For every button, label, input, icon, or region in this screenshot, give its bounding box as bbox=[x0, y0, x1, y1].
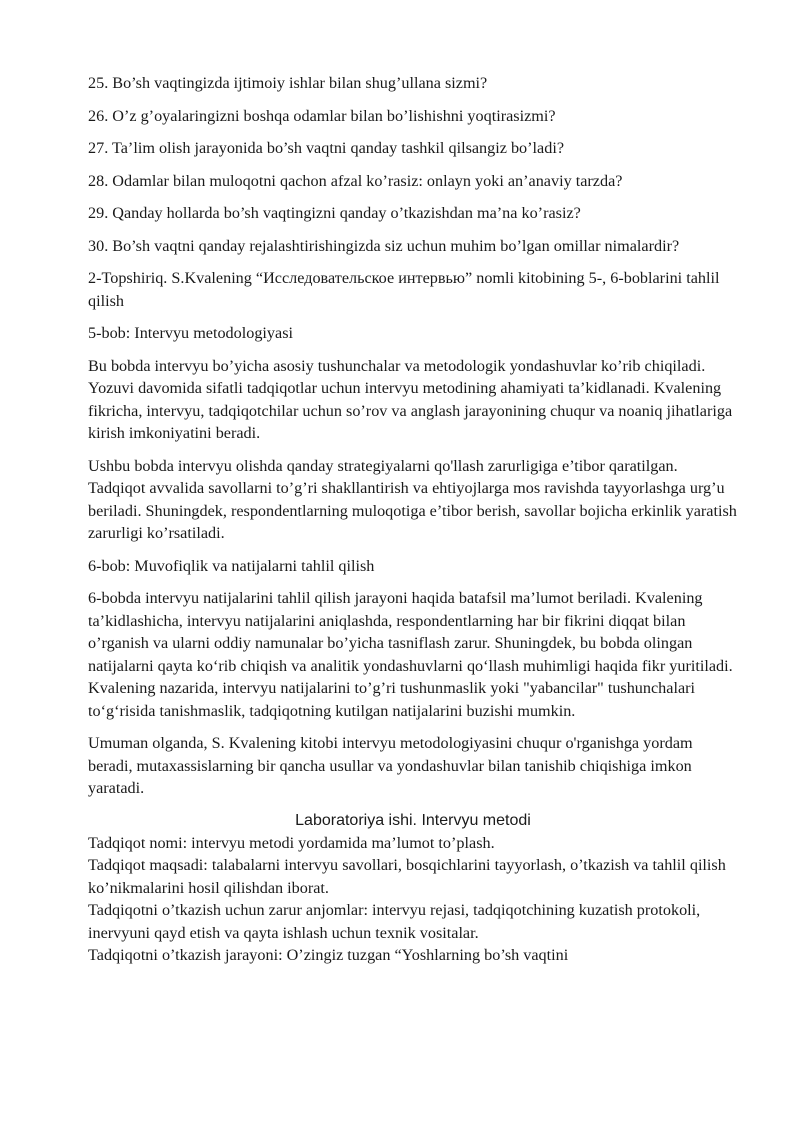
question-26: 26. O’z g’oyalaringizni boshqa odamlar bilan bo’lishishni yoqtirasizmi? bbox=[88, 106, 556, 125]
question-28: 28. Odamlar bilan muloqotni qachon afzal ko’rasiz: onlayn yoki an’anaviy tarzda? bbox=[88, 171, 623, 190]
lab-line-research-name: Tadqiqot nomi: intervyu metodi yordamida ma’lumot to’plash. bbox=[88, 833, 495, 852]
question-27: 27. Ta’lim olish jarayonida bo’sh vaqtni qanday tashkil qilsangiz bo’ladi? bbox=[88, 139, 565, 157]
lab-heading: Laboratoriya ishi. Intervyu metodi bbox=[295, 811, 531, 829]
document-page bbox=[88, 72, 738, 967]
question-25: 25. Bo’sh vaqtingizda ijtimoiy ishlar bilan shug’ullana sizmi? bbox=[88, 74, 488, 92]
lab-line-research-goal: Tadqiqot maqsadi: talabalarni intervyu savollari, bosqichlarini tayyorlash, o’tkazish va tahlil qilish ko’nikmalarini hosil qilishdan iborat. bbox=[88, 856, 726, 897]
summary-paragraph: Umuman olganda, S. Kvalening kitobi intervyu metodologiyasini chuqur o'rganishga yordam beradi, mutaxassislarning bir qancha usullar va yondashuvlar bilan tanishib chiqishiga imkon yaratadi. bbox=[88, 734, 693, 797]
question-30: 30. Bo’sh vaqtni qanday rejalashtirishingizda siz uchun muhim bo’lgan omillar nimalardir? bbox=[88, 236, 680, 255]
question-29: 29. Qanday hollarda bo’sh vaqtingizni qanday o’tkazishdan ma’na ko’rasiz? bbox=[88, 204, 581, 222]
lab-line-equipment: Tadqiqotni o’tkazish uchun zarur anjomlar: intervyu rejasi, tadqiqotchining kuzatish protokoli, inervyuni qayd etish va qayta ishlash uchun texnik vositalar. bbox=[88, 901, 701, 942]
lab-line-process: Tadqiqotni o’tkazish jarayoni: O’zingiz tuzgan “Yoshlarning bo’sh vaqtini bbox=[88, 946, 569, 964]
chapter5-title: 5-bob: Intervyu metodologiyasi bbox=[88, 324, 294, 342]
chapter5-paragraph-2: Ushbu bobda intervyu olishda qanday strategiyalarni qo'llash zarurligiga e’tibor qaratilgan. Tadqiqot avvalida savollarni to’g’ri shakllantirish va ehtiyojlarga mos ravishda tayyorlashga urg’u beriladi. Shuningdek, respondentlarning muloqotiga e’tibor berish, savollar bojicha erkinlik yaratish zarurligi ko’rsatiladi. bbox=[88, 456, 737, 542]
chapter6-paragraph-1: 6-bobda intervyu natijalarini tahlil qilish jarayoni haqida batafsil ma’lumot beriladi. Kvalening ta’kidlashicha, intervyu natijalarini aniqlashda, respondentlarning har bir fikrini diqqat bilan o’rganish va ularni oddiy namunalar bo’yicha tasniflash zarur. Shuningdek, bu bobda olingan natijalarni qayta ko‘rib chiqish va analitik yondashuvlarni qo‘llash muhimligi haqida fikr yuritiladi. Kvalening nazarida, intervyu natijalarini to’g’ri tushunmaslik yoki "yabancilar" tushunchalari to‘g‘risida tanishmaslik, tadqiqotning kutilgan natijalarini buzishi mumkin. bbox=[88, 589, 733, 720]
chapter5-paragraph-1: Bu bobda intervyu bo’yicha asosiy tushunchalar va metodologik yondashuvlar ko’rib chiqiladi. Yozuvi davomida sifatli tadqiqotlar uchun intervyu metodining ahamiyati ta’kidlanadi. Kvalening fikricha, intervyu, tadqiqotchilar uchun so’rov va anglash jarayonining chuqur va noaniq jihatlariga kirish imkoniyatini beradi. bbox=[88, 356, 733, 442]
task2-title: 2-Topshiriq. S.Kvalening “Исследовательское интервью” nomli kitobining 5-, 6-boblarini tahlil qilish bbox=[88, 269, 720, 310]
chapter6-title: 6-bob: Muvofiqlik va natijalarni tahlil qilish bbox=[88, 556, 375, 575]
